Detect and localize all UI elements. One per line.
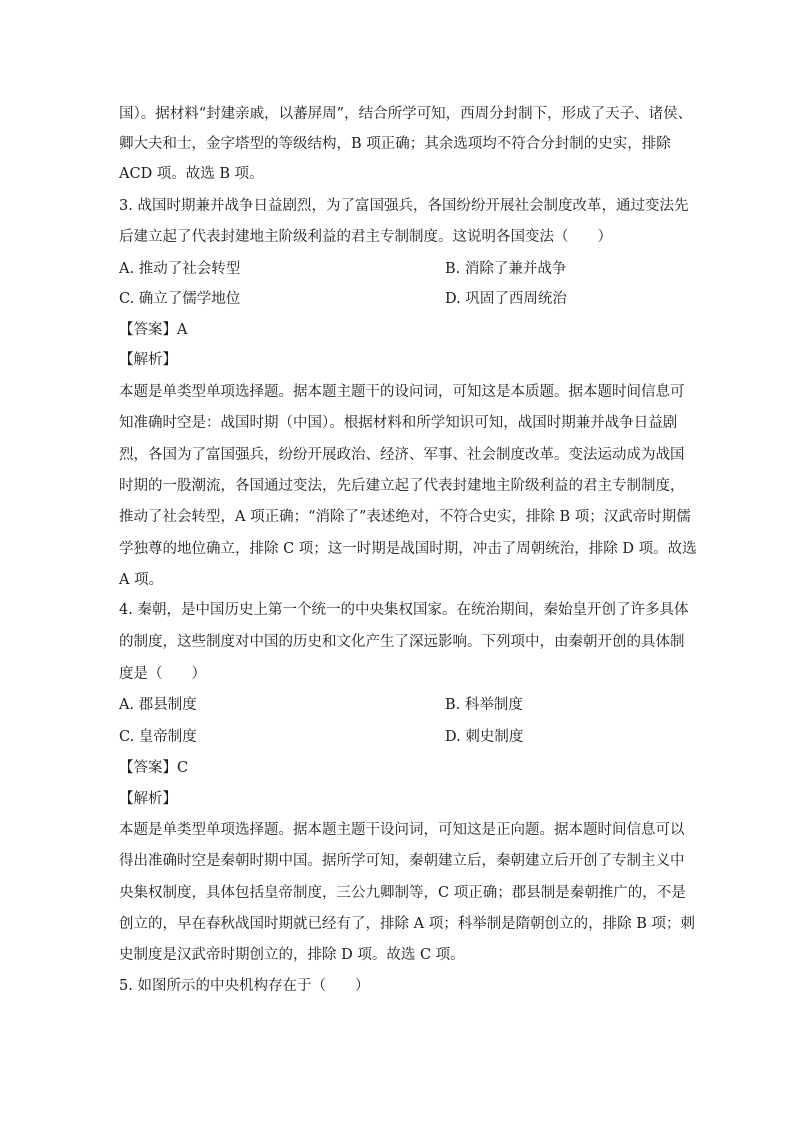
- answer-label: 【答案】C: [119, 760, 189, 776]
- option-b: B. 消除了兼并战争: [445, 261, 567, 277]
- analysis-text: 央集权制度，具体包括皇帝制度，三公九卿制等，C 项正确；郡县制是秦朝推广的，不是: [119, 885, 686, 901]
- analysis-text: 烈，各国为了富国强兵，纷纷开展政治、经济、军事、社会制度改革。变法运动成为战国: [119, 447, 685, 463]
- analysis-text: 学独尊的地位确立，排除 C 项；这一时期是战国时期，冲击了周朝统治，排除 D 项。故选: [119, 541, 697, 557]
- question-3-stem: 3. 战国时期兼并战争日益剧烈，为了富国强兵，各国纷纷开展社会制度改革，通过变法先: [119, 198, 689, 214]
- answer-label: 【答案】A: [119, 322, 188, 338]
- option-a: A. 推动了社会转型: [119, 261, 241, 277]
- option-d: D. 巩固了西周统治: [445, 291, 567, 307]
- option-d: D. 刺史制度: [445, 729, 524, 745]
- analysis-text: 创立的，早在春秋战国时期就已经有了，排除 A 项；科举制是隋朝创立的，排除 B 项；刺: [119, 916, 696, 932]
- analysis-text: 得出准确时空是秦朝时期中国。据所学可知，秦朝建立后，秦朝建立后开创了专制主义中: [119, 853, 685, 869]
- analysis-text: 推动了社会转型，A 项正确；“消除了”表述绝对，不符合史实，排除 B 项；汉武帝时期儒: [119, 509, 691, 525]
- text-line: ACD 项。故选 B 项。: [119, 166, 264, 182]
- analysis-label: 【解析】: [119, 352, 177, 368]
- analysis-text: 时期的一股潮流，各国通过变法，先后建立起了代表封建地主阶级利益的君主专制制度，: [119, 478, 685, 494]
- analysis-text: A 项。: [119, 572, 164, 588]
- question-5-stem: 5. 如图所示的中央机构存在于（ ）: [119, 978, 370, 994]
- text-line: 卿大夫和士，金字塔型的等级结构，B 项正确；其余选项均不符合分封制的史实，排除: [119, 136, 671, 152]
- analysis-text: 史制度是汉武帝时期创立的，排除 D 项。故选 C 项。: [119, 947, 465, 963]
- analysis-text: 本题是单类型单项选择题。据本题主题干的设问词，可知这是本质题。据本题时间信息可: [119, 384, 685, 400]
- option-b: B. 科举制度: [445, 697, 523, 713]
- question-3-stem: 后建立起了代表封建地主阶级利益的君主专制制度。这说明各国变法（ ）: [119, 229, 612, 245]
- question-4-stem: 度是（ ）: [119, 666, 206, 682]
- analysis-label: 【解析】: [119, 791, 177, 807]
- question-4-stem: 的制度，这些制度对中国的历史和文化产生了深远影响。下列项中，由秦朝开创的具体制: [119, 634, 685, 650]
- text-line: 国）。据材料“封建亲戚，以蕃屏周”，结合所学可知，西周分封制下，形成了天子、诸侯、: [119, 106, 693, 122]
- option-c: C. 皇帝制度: [119, 729, 197, 745]
- analysis-text: 知准确时空是：战国时期（中国）。根据材料和所学知识可知，战国时期兼并战争日益剧: [119, 415, 678, 431]
- question-4-stem: 4. 秦朝，是中国历史上第一个统一的中央集权国家。在统治期间，秦始皇开创了许多具体: [119, 602, 689, 618]
- analysis-text: 本题是单类型单项选择题。据本题主题干设问词，可知这是正向题。据本题时间信息可以: [119, 822, 685, 838]
- option-c: C. 确立了儒学地位: [119, 291, 241, 307]
- option-a: A. 郡县制度: [119, 697, 197, 713]
